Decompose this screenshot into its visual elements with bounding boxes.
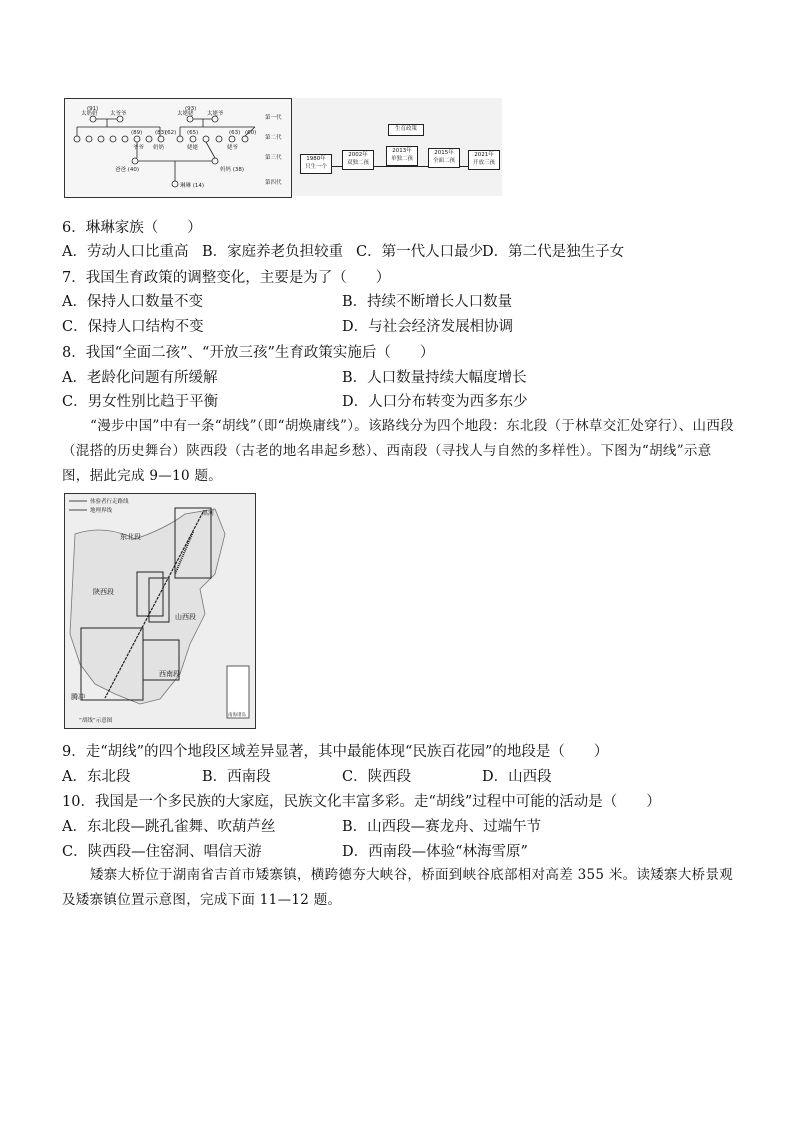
intro-paragraph-aizhai: 矮寨大桥位于湖南省吉首市矮寨镇，横跨德夯大峡谷，桥面到峡谷底部相对高差 355 米。读矮寨大桥景观及矮寨镇位置示意图，完成下面 11—12 题。: [62, 867, 734, 908]
q9-option-a: A．东北段: [62, 769, 131, 785]
q6-option-a: A．劳动人口比重高: [62, 244, 189, 260]
q7-option-d: D．与社会经济发展相协调: [342, 319, 514, 335]
q7-stem: 7．我国生育政策的调整变化，主要是为了（ ）: [62, 270, 391, 286]
huxian-map-figure: [64, 493, 256, 729]
label-nainai: 奶奶: [153, 145, 165, 151]
legend-boundary: 地理界线: [90, 508, 113, 514]
policy-step-5: [468, 150, 500, 170]
label-tailaolao: 太姥姥: [177, 111, 194, 117]
label-shaanxi: 陕西段: [93, 588, 114, 596]
label-xinan: 西南段: [159, 670, 180, 678]
label-age-89: (89): [131, 130, 143, 136]
q7-option-c: C．保持人口结构不变: [62, 319, 204, 335]
family-tree-figure: [64, 98, 292, 198]
policy-step-2-year: 2002年: [348, 152, 368, 158]
q6-option-b: B．家庭养老负担较重: [202, 244, 344, 260]
q6-option-d: D．第二代是独生子女: [482, 244, 625, 260]
inset-label: 南海诸岛: [228, 713, 246, 718]
label-age-93: (93): [185, 106, 197, 112]
q8-option-b: B．人口数量持续大幅度增长: [342, 370, 527, 386]
huxian-map: [65, 494, 255, 728]
policy-step-4-year: 2015年: [434, 150, 454, 156]
q6-stem: 6．琳琳家族（ ）: [62, 220, 202, 236]
label-age-60: (60): [245, 130, 257, 136]
q7-option-a: A．保持人口数量不变: [62, 294, 203, 310]
policy-step-2: [342, 150, 374, 170]
q9-option-b: B．西南段: [202, 769, 271, 785]
label-yeye: 爷爷: [133, 145, 145, 151]
q10-option-b: B．山西段—赛龙舟、过端午节: [342, 819, 542, 835]
label-shanxi: 山西段: [175, 613, 196, 621]
label-age-62: (62): [165, 130, 177, 136]
policy-step-1: [300, 154, 332, 174]
label-dongbei: 东北段: [120, 533, 141, 541]
policy-step-3: [386, 146, 418, 166]
gen-label-2: 第二代: [265, 135, 282, 141]
q8-stem: 8．我国“全面二孩”、“开放三孩”生育政策实施后（ ）: [62, 345, 435, 361]
label-laoye: 姥爷: [227, 145, 239, 151]
intro-paragraph-huxian: “漫步中国”中有一条“胡线”（即“胡焕庸线”）。该路线分为四个地段：东北段（于林草交汇处穿行）、山西段（混搭的历史舞台）陕西段（古老的地名串起乡愁）、西南段（寻找人与自然的多样性）。下图为“胡线”示意图，据此完成 9—10 题。: [62, 418, 734, 484]
label-age-65: (65): [187, 130, 199, 136]
policy-step-3-year: 2013年: [392, 148, 412, 154]
label-taininai: 太奶奶: [81, 111, 98, 117]
q10-option-d: D．西南段—体验“林海雪原”: [342, 844, 528, 860]
label-heihe: 黑河: [202, 510, 215, 517]
policy-step-1-year: 1980年: [306, 156, 326, 162]
label-age-83: (83): [155, 130, 167, 136]
policy-step-5-text: 开放三孩: [472, 160, 495, 166]
label-grandpa-age: (91): [87, 106, 99, 112]
q8-option-a: A．老龄化问题有所缓解: [62, 370, 218, 386]
policy-step-4: [428, 148, 460, 168]
policy-timeline-figure: [292, 98, 502, 196]
q10-stem: 10．我国是一个多民族的大家庭，民族文化丰富多彩。走“胡线”过程中可能的活动是（ ）: [62, 794, 661, 810]
q6-option-c: C．第一代人口最少: [356, 244, 484, 260]
label-age-63: (63): [229, 130, 241, 136]
q8-option-d: D．人口分布转变为西多东少: [342, 394, 528, 410]
q10-option-a: A．东北段—跳孔雀舞、吹葫芦丝: [62, 819, 276, 835]
label-tengchong: 腾冲: [71, 693, 85, 701]
policy-step-4-text: 全面二孩: [432, 158, 455, 164]
q9-option-c: C．陕西段: [342, 769, 412, 785]
label-laolao: 姥姥: [187, 145, 199, 151]
family-tree-diagram: [65, 99, 291, 197]
q9-option-d: D．山西段: [482, 769, 552, 785]
q8-option-c: C．男女性别比趋于平衡: [62, 394, 219, 410]
q10-option-c: C．陕西段—住窑洞、唱信天游: [62, 844, 262, 860]
policy-step-3-text: 单独二孩: [390, 156, 413, 162]
label-mama: 妈妈 (38): [220, 167, 245, 173]
map-caption: “胡线”示意图: [79, 718, 113, 724]
policy-step-2-text: 双独二孩: [346, 160, 369, 166]
label-taiyeye: 太爷爷: [110, 111, 127, 117]
legend-route: 体验者行走路线: [90, 499, 129, 505]
policy-step-5-year: 2021年: [474, 152, 494, 158]
gen-label-1: 第一代: [265, 115, 282, 121]
label-baba: 爸爸 (40): [115, 167, 140, 173]
gen-label-3: 第三代: [265, 155, 282, 161]
q7-option-b: B．持续不断增长人口数量: [342, 294, 513, 310]
policy-title: 生育政策: [388, 124, 424, 136]
q9-stem: 9．走“胡线”的四个地段区域差异显著，其中最能体现“民族百花园”的地段是（ ）: [62, 744, 609, 760]
gen-label-4: 第四代: [265, 180, 282, 186]
label-linlin: 琳琳 (14): [180, 183, 205, 189]
label-tailaoye: 太姥爷: [207, 111, 224, 117]
policy-step-1-text: 只生一个: [304, 164, 327, 170]
